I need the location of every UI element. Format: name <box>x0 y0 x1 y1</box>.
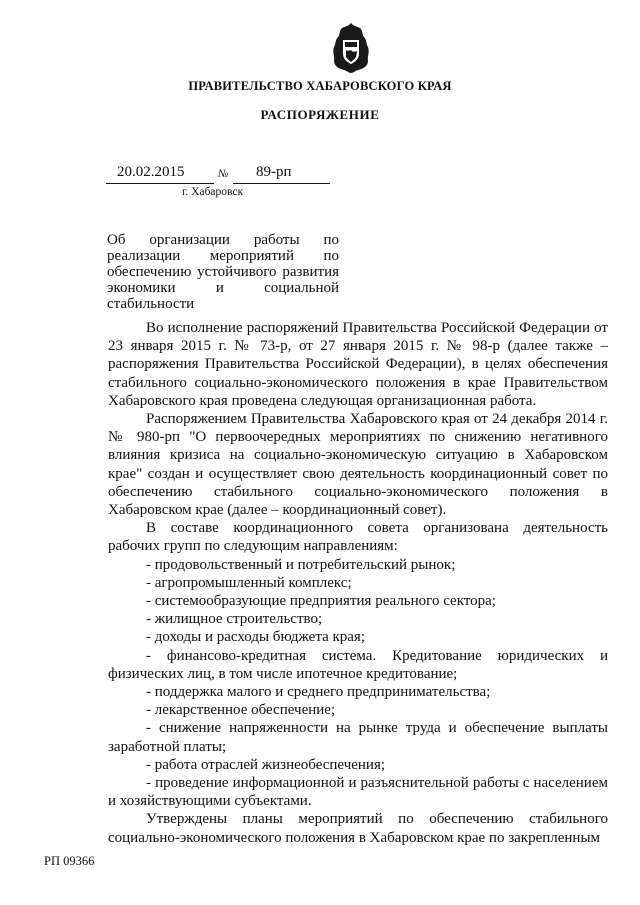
date-underline <box>106 183 214 184</box>
body-paragraph: - агропромышленный комплекс; <box>146 574 352 591</box>
document-type: РАСПОРЯЖЕНИЕ <box>260 107 380 122</box>
number-underline <box>233 183 330 184</box>
body-paragraph: - работа отраслей жизнеобеспечения; <box>146 756 386 773</box>
body-paragraph: Утверждены планы мероприятий по обеспечению стабильного социально-экономического положения в Хабаровском крае по закрепленным <box>108 811 608 846</box>
document-subject: Об организации работы по реализации мероприятий по обеспечению устойчивого развития экономики и социальной стабильности <box>107 232 339 312</box>
body-paragraph: - поддержка малого и среднего предпринимательства; <box>146 684 491 701</box>
body-paragraph: - снижение напряженности на рынке труда и обеспечение выплаты заработной платы; <box>108 720 608 755</box>
body-paragraph: - жилищное строительство; <box>146 611 323 628</box>
body-paragraph: Во исполнение распоряжений Правительства Российской Федерации от 23 января 2015 г. № 73-р, от 27 января 2015 г. № 98-р (далее также – распоряжения Правительства Российской Федерации), в целях обеспечения стабильного социально-экономического положения в крае Правительством Хабаровского края проведена следующая организационная работа. <box>108 320 608 409</box>
coat-of-arms-icon <box>330 22 372 74</box>
body-paragraph: - лекарственное обеспечение; <box>146 702 336 719</box>
government-title: ПРАВИТЕЛЬСТВО ХАБАРОВСКОГО КРАЯ <box>188 79 452 93</box>
body-paragraph: - финансово-кредитная система. Кредитование юридических и физических лиц, в том числе ипотечное кредитование; <box>108 647 608 682</box>
body-paragraph: - продовольственный и потребительский рынок; <box>146 556 456 573</box>
document-date: 20.02.2015 <box>117 164 185 180</box>
number-sign: № <box>218 168 229 180</box>
document-body <box>108 319 608 847</box>
body-paragraph: - системообразующие предприятия реального сектора; <box>146 593 496 610</box>
body-paragraph: Распоряжением Правительства Хабаровского края от 24 декабря 2014 г. № 980-рп "О первоочередных мероприятиях по снижению негативного влияния кризиса на социально-экономическую ситуацию в Хабаровском крае" создан и осуществляет свою деятельность координационный совет по обеспечению стабильного социально-экономического положения в Хабаровском крае (далее – координационный совет). <box>108 411 608 519</box>
document-city: г. Хабаровск <box>182 186 244 198</box>
body-paragraph: - доходы и расходы бюджета края; <box>146 629 366 646</box>
body-paragraph: В составе координационного совета организована деятельность рабочих групп по следующим направлениям: <box>108 520 608 555</box>
footer-code: РП 09366 <box>44 854 95 868</box>
document-number: 89-рп <box>256 164 292 180</box>
body-paragraph: - проведение информационной и разъяснительной работы с населением и хозяйствующими субъектами. <box>108 775 608 810</box>
